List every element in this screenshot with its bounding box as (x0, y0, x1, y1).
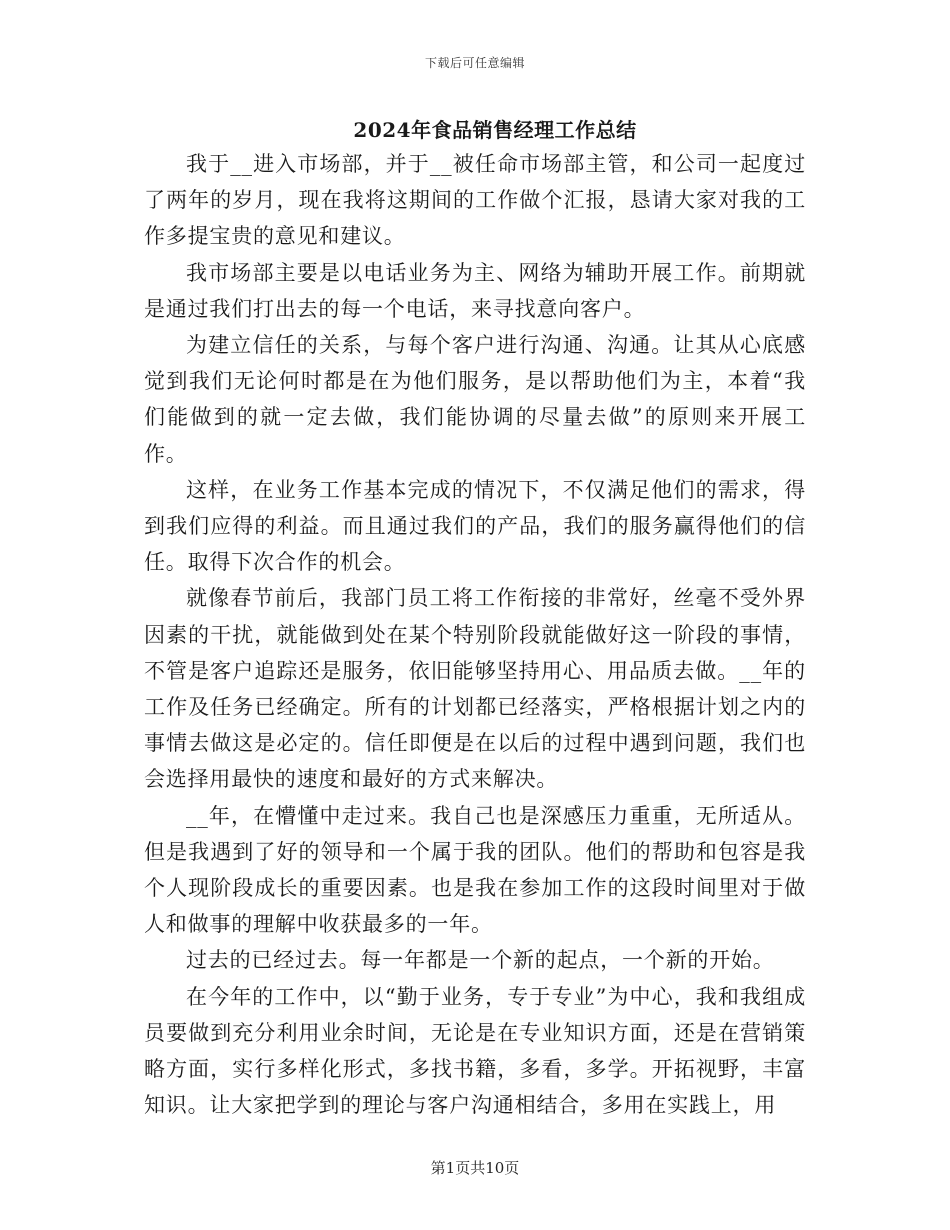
page-indicator: 第1页共10页 (430, 1159, 520, 1177)
paragraph: 为建立信任的关系，与每个客户进行沟通、沟通。让其从心底感觉到我们无论何时都是在为他们服务，是以帮助他们为主，本着“我们能做到的就一定去做，我们能协调的尽量去做”的原则来开展工作。 (144, 333, 806, 466)
download-note: 下载后可任意编辑 (424, 56, 525, 70)
paragraph: 过去的已经过去。每一年都是一个新的起点，一个新的开始。 (186, 948, 775, 973)
document-title: 2024年食品销售经理工作总结 (353, 118, 637, 142)
paragraph: 我市场部主要是以电话业务为主、网络为辅助开展工作。前期就是通过我们打出去的每一个电话，来寻找意向客户。 (144, 260, 806, 321)
paragraph: 就像春节前后，我部门员工将工作衔接的非常好，丝毫不受外界因素的干扰，就能做到处在某个特别阶段就能做好这一阶段的事情，不管是客户追踪还是服务，依旧能够坚持用心、用品质去做。__年的工作及任务已经确定。所有的计划都已经落实，严格根据计划之内的事情去做这是必定的。信任即便是在以后的过程中遇到问题，我们也会选择用最快的速度和最好的方式来解决。 (144, 586, 806, 792)
paragraph: 这样，在业务工作基本完成的情况下，不仅满足他们的需求，得到我们应得的利益。而且通过我们的产品，我们的服务赢得他们的信任。取得下次合作的机会。 (144, 477, 806, 575)
paragraph: 在今年的工作中，以“勤于业务，专于专业”为中心，我和我组成员要做到充分利用业余时间，无论是在专业知识方面，还是在营销策略方面，实行多样化形式，多找书籍，多看，多学。开拓视野，丰富知识。让大家把学到的理论与客户沟通相结合，多用在实践上，用 (144, 984, 806, 1118)
paragraph: 我于__进入市场部，并于__被任命市场部主管，和公司一起度过了两年的岁月，现在我将这期间的工作做个汇报，恳请大家对我的工作多提宝贵的意见和建议。 (144, 152, 806, 249)
paragraph: __年，在懵懂中走过来。我自己也是深感压力重重，无所适从。但是我遇到了好的领导和一个属于我的团队。他们的帮助和包容是我个人现阶段成长的重要因素。也是我在参加工作的这段时间里对于做人和做事的理解中收获最多的一年。 (144, 803, 806, 937)
document-body (144, 146, 806, 1123)
